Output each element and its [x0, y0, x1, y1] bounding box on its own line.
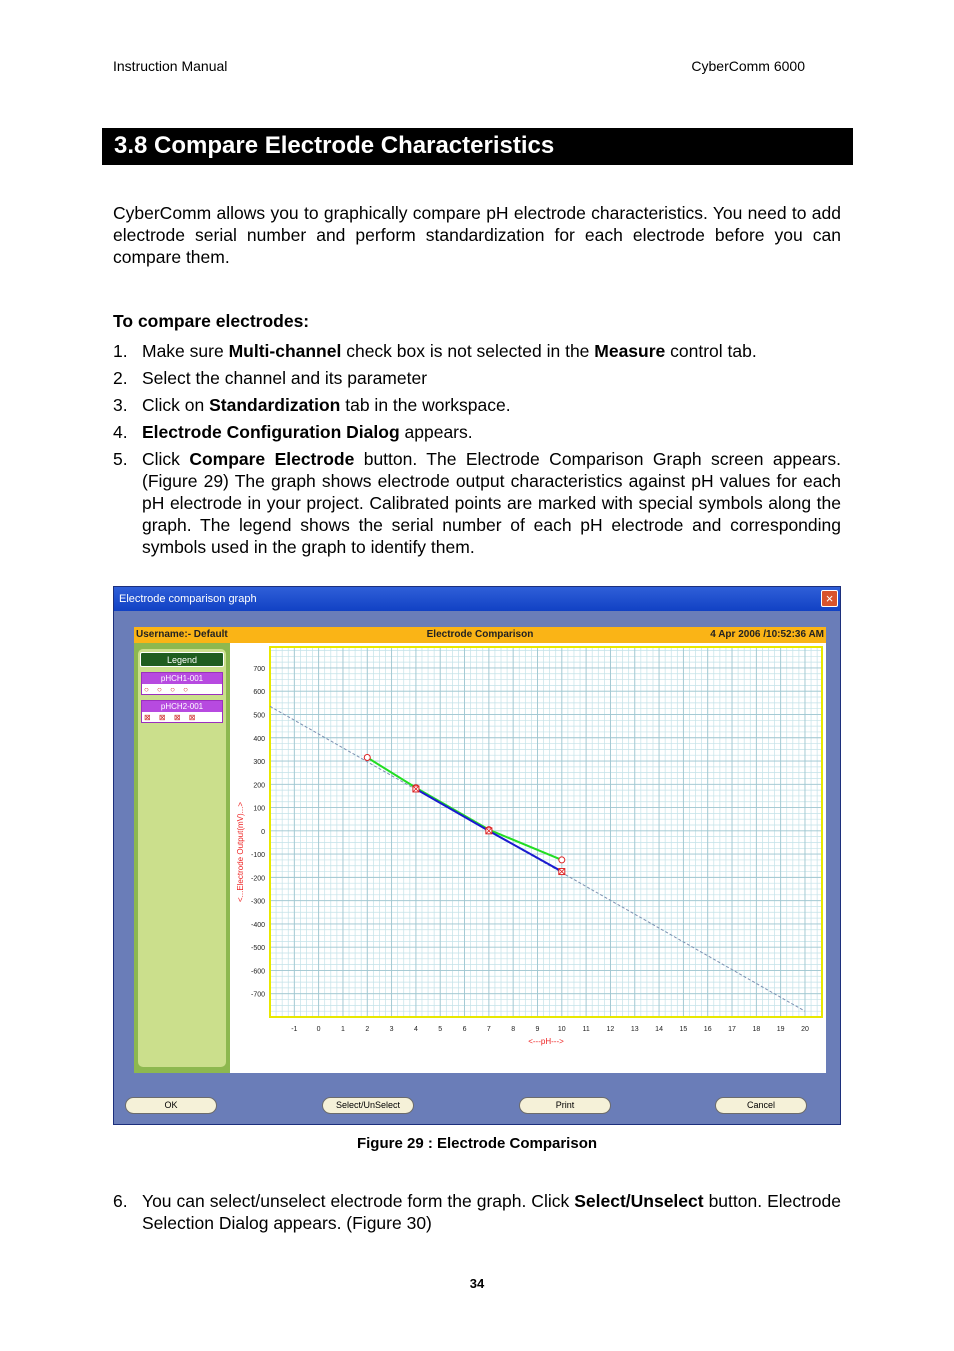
print-button[interactable]: Print — [519, 1097, 611, 1114]
y-tick-label: 200 — [253, 782, 265, 790]
x-tick-label: 9 — [535, 1026, 540, 1033]
graph-banner — [134, 627, 826, 643]
step-bold: Select/Unselect — [574, 1191, 704, 1211]
step-5 — [113, 448, 841, 558]
x-tick-label: 15 — [679, 1026, 688, 1033]
x-tick-label: 2 — [365, 1026, 370, 1033]
step-3 — [113, 394, 841, 416]
x-tick-label: 0 — [316, 1026, 321, 1033]
box-x-marker-icon: ⊠ ⊠ ⊠ ⊠ — [144, 713, 199, 722]
legend-sidebar — [134, 643, 230, 1073]
x-tick-label: 11 — [582, 1026, 590, 1033]
data-point-circle — [559, 857, 565, 863]
y-tick-label: -200 — [250, 875, 265, 883]
x-tick-label: 10 — [557, 1026, 566, 1033]
cancel-button[interactable]: Cancel — [715, 1097, 807, 1114]
window-titlebar[interactable] — [114, 587, 840, 611]
section-title: 3.8 Compare Electrode Characteristics — [102, 128, 853, 165]
steps-list — [113, 340, 841, 563]
step-number: 4. — [113, 422, 128, 442]
close-icon[interactable]: × — [821, 590, 838, 607]
step-bold: Electrode Configuration Dialog — [142, 422, 400, 442]
x-tick-label: 8 — [511, 1026, 516, 1033]
y-tick-label: -700 — [250, 991, 265, 999]
step-bold: Measure — [594, 341, 666, 361]
step-text: Click on — [142, 395, 210, 415]
y-tick-label: -100 — [250, 852, 265, 860]
step-bold: Standardization — [209, 395, 341, 415]
banner-datetime: 4 Apr 2006 /10:52:36 AM — [710, 629, 824, 640]
x-tick-label: 14 — [655, 1026, 663, 1033]
data-point-box-x — [486, 828, 492, 834]
y-axis-label: <...Electrode Output(mV)...> — [236, 801, 245, 903]
x-tick-label: -1 — [291, 1026, 298, 1033]
y-tick-label: 400 — [253, 735, 265, 743]
x-tick-label: 4 — [413, 1026, 418, 1033]
window-title: Electrode comparison graph — [119, 593, 257, 605]
step-text: Make sure — [142, 341, 229, 361]
banner-username: Username:- Default — [136, 629, 228, 640]
x-tick-label: 3 — [389, 1026, 394, 1033]
x-tick-label: 12 — [606, 1026, 615, 1033]
y-tick-label: -500 — [250, 945, 265, 953]
step-bold: Multi-channel — [228, 341, 342, 361]
header-left: Instruction Manual — [113, 58, 228, 74]
legend-item-ph1[interactable] — [141, 672, 223, 695]
step-text: check box is not selected in the — [341, 341, 595, 361]
y-tick-label: -400 — [250, 921, 265, 929]
legend-item-name: pHCH1-001 — [142, 673, 222, 684]
y-tick-label: 600 — [253, 689, 265, 697]
select-unselect-button[interactable]: Select/UnSelect — [322, 1097, 414, 1114]
data-point-circle — [364, 755, 370, 761]
x-tick-label: 17 — [728, 1026, 736, 1033]
electrode-comparison-chart — [230, 643, 826, 1073]
step-text: tab in the workspace. — [340, 395, 511, 415]
intro-paragraph: CyberComm allows you to graphically compare pH electrode characteristics. You need to add electrode serial number and perform standardization for each electrode before you can compare them. — [113, 203, 841, 267]
x-axis-label: <---pH---> — [528, 1037, 564, 1046]
y-tick-label: 700 — [253, 665, 265, 673]
step-number: 2. — [113, 368, 128, 388]
step-4 — [113, 421, 841, 443]
y-tick-label: 0 — [261, 828, 265, 836]
y-tick-label: 300 — [253, 759, 265, 767]
step-text: button. Electrode Selection Dialog appears. (Figure 30) — [142, 1191, 842, 1233]
step-text: appears. — [399, 422, 473, 442]
figure-caption: Figure 29 : Electrode Comparison — [356, 1135, 598, 1152]
step-2 — [113, 367, 841, 389]
x-tick-label: 18 — [752, 1026, 761, 1033]
step-text: button. The Electrode Comparison Graph screen appears. (Figure 29) The graph shows electrode output characteristics against pH values for each pH electrode in your project. Calibrated points are marked with special symbols along the graph. The legend shows the serial number of each pH electrode and corresponding symbols used in the graph to identify them. — [142, 449, 841, 557]
step-number: 3. — [113, 395, 128, 415]
legend-header: Legend — [140, 652, 224, 667]
header-right: CyberComm 6000 — [691, 58, 805, 74]
x-tick-label: 7 — [486, 1026, 491, 1033]
y-tick-label: -300 — [250, 898, 265, 906]
y-tick-label: -600 — [250, 968, 265, 976]
step-number: 1. — [113, 341, 128, 361]
y-tick-label: 100 — [253, 805, 265, 813]
x-tick-label: 20 — [801, 1026, 809, 1033]
step-text: You can select/unselect electrode form the graph. Click — [142, 1191, 575, 1211]
page-number: 34 — [469, 1276, 485, 1291]
x-tick-label: 16 — [703, 1026, 712, 1033]
step-text: Select the channel and its parameter — [142, 368, 428, 388]
y-tick-label: 500 — [253, 712, 265, 720]
step-text: control tab. — [665, 341, 757, 361]
step-number: 5. — [113, 449, 128, 469]
legend-item-ph2[interactable] — [141, 700, 223, 723]
ok-button[interactable]: OK — [125, 1097, 217, 1114]
x-tick-label: 1 — [340, 1026, 345, 1033]
step-6 — [113, 1190, 841, 1234]
step-number: 6. — [113, 1191, 128, 1211]
legend-item-name: pHCH2-001 — [142, 701, 222, 712]
legend-panel — [138, 649, 226, 1067]
procedure-heading: To compare electrodes: — [113, 311, 310, 331]
x-tick-label: 6 — [462, 1026, 467, 1033]
x-tick-label: 19 — [776, 1026, 785, 1033]
x-tick-label: 5 — [438, 1026, 443, 1033]
data-point-box-x — [559, 869, 565, 875]
step-1 — [113, 340, 841, 362]
circle-marker-icon: ○ ○ ○ ○ — [144, 685, 191, 694]
banner-title: Electrode Comparison — [426, 629, 534, 640]
data-point-box-x — [413, 786, 419, 792]
electrode-comparison-window — [113, 586, 841, 1125]
graph-panel — [134, 627, 826, 1073]
step-text: Click — [142, 449, 190, 469]
step-bold: Compare Electrode — [189, 449, 355, 469]
x-tick-label: 13 — [630, 1026, 639, 1033]
